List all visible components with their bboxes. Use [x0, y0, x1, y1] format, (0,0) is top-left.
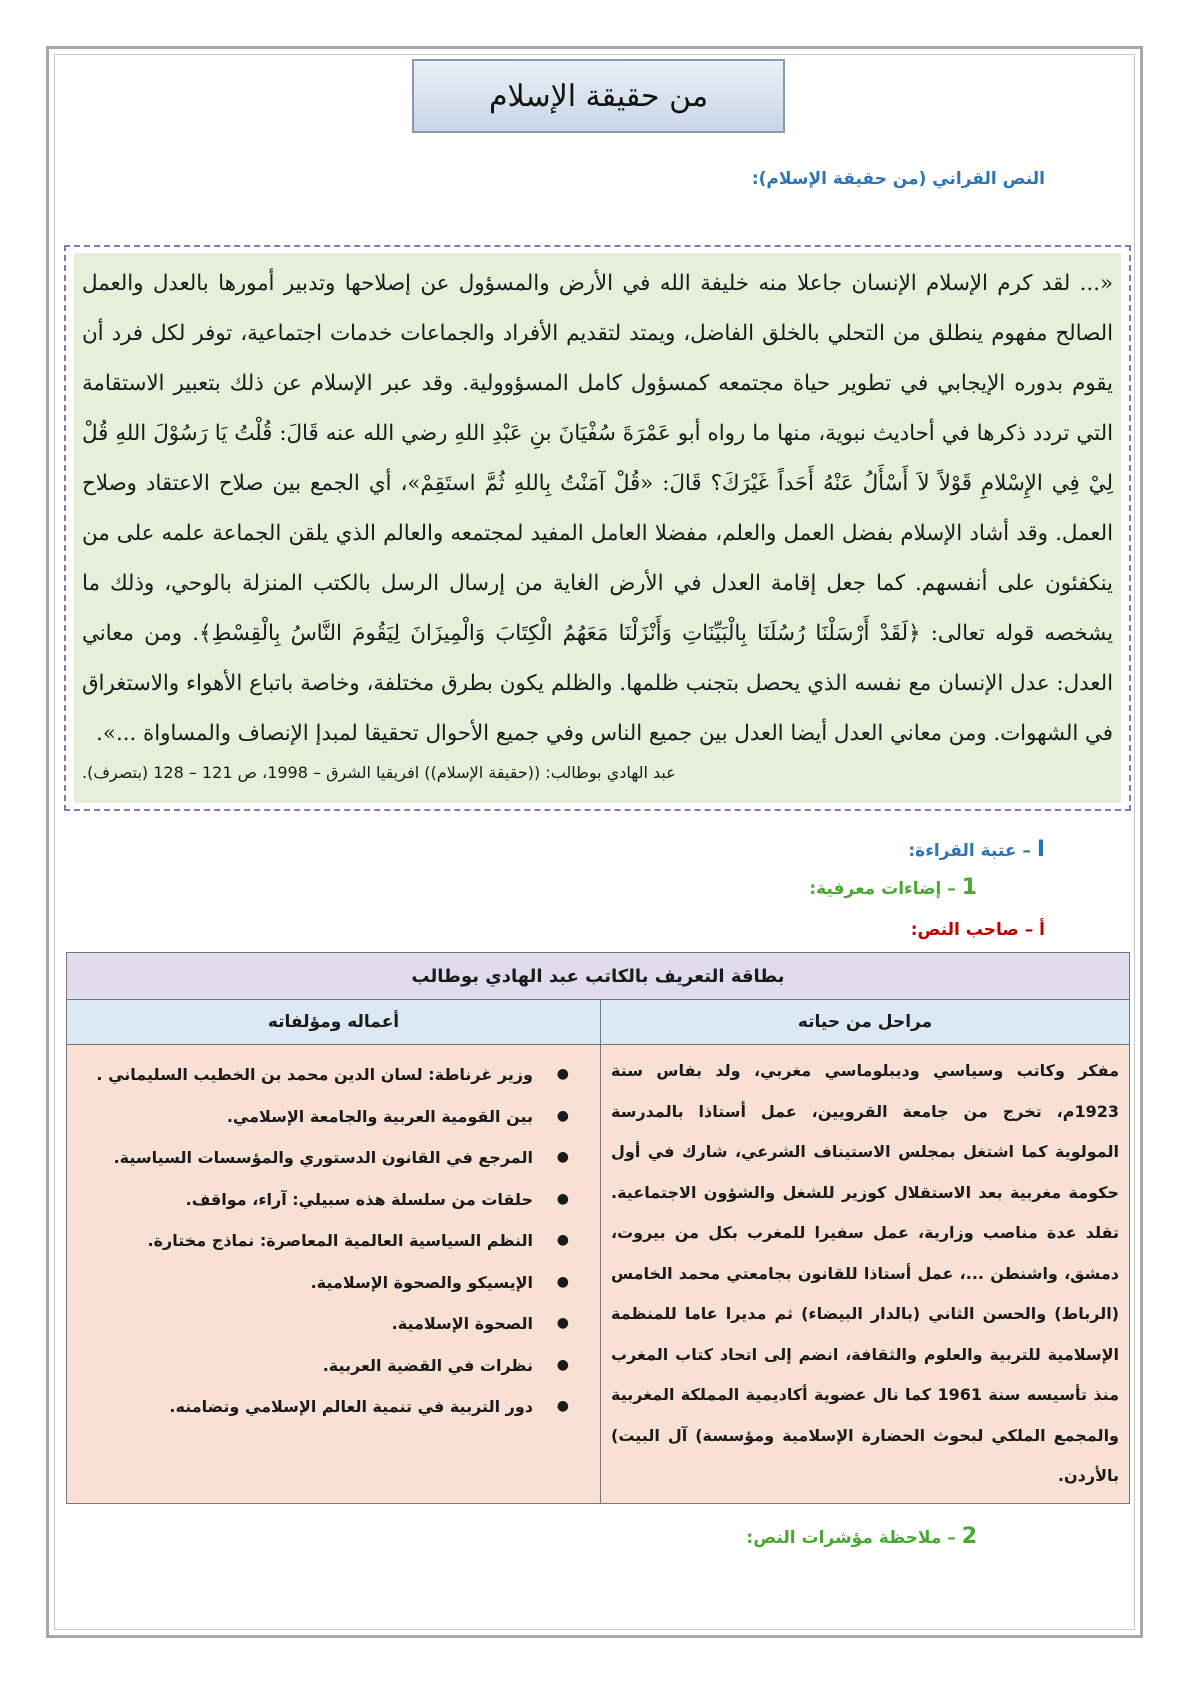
- subsection-number: 1: [961, 875, 977, 900]
- work-title: النظم السياسية العالمية المعاصرة: نماذج مختارة.: [147, 1231, 533, 1250]
- subsection-text-indicators: [746, 1524, 977, 1549]
- works-cell: [67, 1045, 601, 1504]
- work-title: بين القومية العربية والجامعة الإسلامي.: [226, 1106, 533, 1126]
- bullet-icon: ●: [556, 1356, 569, 1373]
- section-number: I: [1036, 837, 1045, 862]
- list-item: [78, 1303, 573, 1345]
- list-item: [78, 1096, 573, 1138]
- bullet-icon: ●: [556, 1315, 569, 1331]
- subsection-title: – صاحب النص:: [910, 920, 1034, 940]
- page-title: من حقيقة الإسلام: [412, 59, 785, 133]
- column-works: أعماله ومؤلفاته: [67, 1000, 601, 1045]
- work-title: وزير غرناطة: لسان الدين محمد بن الخطيب السليماني .: [96, 1065, 533, 1084]
- bullet-icon: ●: [556, 1190, 569, 1207]
- work-title: دور التربية في تنمية العالم الإسلامي وتضامنه.: [169, 1397, 533, 1416]
- bullet-icon: ●: [556, 1273, 569, 1290]
- column-life: مراحل من حياته: [601, 1000, 1130, 1045]
- section-reading-threshold: [908, 837, 1045, 862]
- bullet-icon: ●: [556, 1066, 569, 1082]
- work-title: الصحوة الإسلامية.: [391, 1314, 533, 1333]
- list-item: [78, 1262, 573, 1304]
- text-source: عبد الهادي بوطالب: ((حقيقة الإسلام)) افريقيا الشرق – 1998، ص 121 – 128 (بتصرف).: [82, 763, 676, 782]
- subsection-knowledge: [809, 875, 977, 900]
- life-text: مفكر وكاتب وسياسي وديبلوماسي مغربي، ولد بفاس سنة 1923م، تخرج من جامعة القرويين، عمل أستاذا بالمدرسة المولوية كما اشتغل بمجلس الاستيناف الشرعي، شارك في أول حكومة مغربية بعد الاستقلال كوزير للشغل والشؤون الاجتماعية. تقلد عدة مناصب وزارية، عمل سفيرا للمغرب بكل من بيروت، دمشق، واشنطن ...، عمل أستاذا للقانون بجامعتي محمد الخامس (الرباط) والحسن الثاني (بالدار البيضاء) ثم مديرا عاما للمنظمة الإسلامية للتربية والعلوم والثقافة، انضم إلى اتحاد كتاب المغرب منذ تأسيسه سنة 1961 كما نال عضوية أكاديمية المملكة المغربية والمجمع الملكي لبحوث الحضارة الإسلامية ومؤسسة) آل البيت) بالأردن.: [601, 1045, 1130, 1504]
- text-heading: النص القراني (من حقيقة الإسلام):: [751, 169, 1045, 189]
- text-box: [74, 253, 1121, 803]
- work-title: نظرات في القضية العربية.: [322, 1355, 533, 1375]
- subsection-author: [911, 920, 1045, 940]
- author-card-table: [66, 952, 1130, 1504]
- subsection-title: – ملاحظة مؤشرات النص:: [746, 1528, 956, 1548]
- list-item: [78, 1220, 573, 1262]
- list-item: [78, 1054, 573, 1096]
- bullet-icon: ●: [556, 1232, 569, 1248]
- subsection-letter: أ: [1039, 920, 1045, 940]
- works-list: [68, 1046, 599, 1428]
- bullet-icon: ●: [556, 1149, 569, 1165]
- work-title: الإيسيكو والصحوة الإسلامية.: [310, 1272, 533, 1292]
- bullet-icon: ●: [556, 1398, 569, 1414]
- bullet-icon: ●: [556, 1107, 569, 1124]
- list-item: [78, 1137, 573, 1179]
- card-title: بطاقة التعريف بالكاتب عبد الهادي بوطالب: [67, 953, 1130, 1000]
- section-title: – عتبة القراءة:: [908, 841, 1031, 861]
- list-item: [78, 1345, 573, 1387]
- work-title: المرجع في القانون الدستوري والمؤسسات السياسية.: [113, 1148, 533, 1167]
- subsection-title: – إضاءات معرفية:: [809, 879, 956, 899]
- subsection-number: 2: [961, 1524, 977, 1549]
- work-title: حلقات من سلسلة هذه سبيلي: آراء، مواقف.: [185, 1189, 533, 1209]
- reading-text: «... لقد كرم الإسلام الإنسان جاعلا منه خليفة الله في الأرض والمسؤول عن إصلاحها وتدبير أمورها بالعدل والعمل الصالح مفهوم ينطلق من التحلي بالخلق الفاضل، ويمتد لتقديم الأفراد والجماعات خدمات اجتماعية، توفر لكل فرد أن يقوم بدوره الإيجابي في تطوير حياة مجتمعه كمسؤول كامل المسؤوولية. وقد عبر الإسلام عن ذلك بتعبير الاستقامة التي تردد ذكرها في أحاديث نبوية، منها ما رواه أبو عَمْرَةَ سُفْيَانَ بنِ عَبْدِ اللهِ رضي الله عنه قَالَ: قُلْتُ يَا رَسُوْلَ اللهِ قُلْ لِيْ فِي الإِسْلامِ قَوْلاً لاَ أَسْأَلُ عَنْهُ أَحَداً غَيْرَكَ؟ قَالَ: «قُلْ آمَنْتُ بِاللهِ ثُمَّ استَقِمْ»، أي الجمع بين صلاح الاعتقاد وصلاح العمل. وقد أشاد الإسلام بفضل العمل والعلم، مفضلا العامل المفيد لمجتمعه والعالم الذي يلقن الجماعة علمه على من ينكفئون على أنفسهم. كما جعل إقامة العدل في الأرض الغاية من إرسال الرسل بالكتب المنزلة بالوحي، وذلك ما يشخصه قوله تعالى: ﴿لَقَدْ أَرْسَلْنَا رُسُلَنَا بِالْبَيِّنَاتِ وَأَنْزَلْنَا مَعَهُمُ الْكِتَابَ وَالْمِيزَانَ لِيَقُومَ النَّاسُ بِالْقِسْطِ﴾. ومن معاني العدل: عدل الإنسان مع نفسه الذي يحصل بتجنب ظلمها. والظلم يكون بطرق مختلفة، وخاصة باتباع الأهواء والاستغراق في الشهوات. ومن معاني العدل أيضا العدل بين جميع الناس وفي جميع الأحوال تحقيقا لمبدإ الإنصاف والمساواة ...».: [82, 271, 1113, 746]
- list-item: [78, 1386, 573, 1428]
- list-item: [78, 1179, 573, 1221]
